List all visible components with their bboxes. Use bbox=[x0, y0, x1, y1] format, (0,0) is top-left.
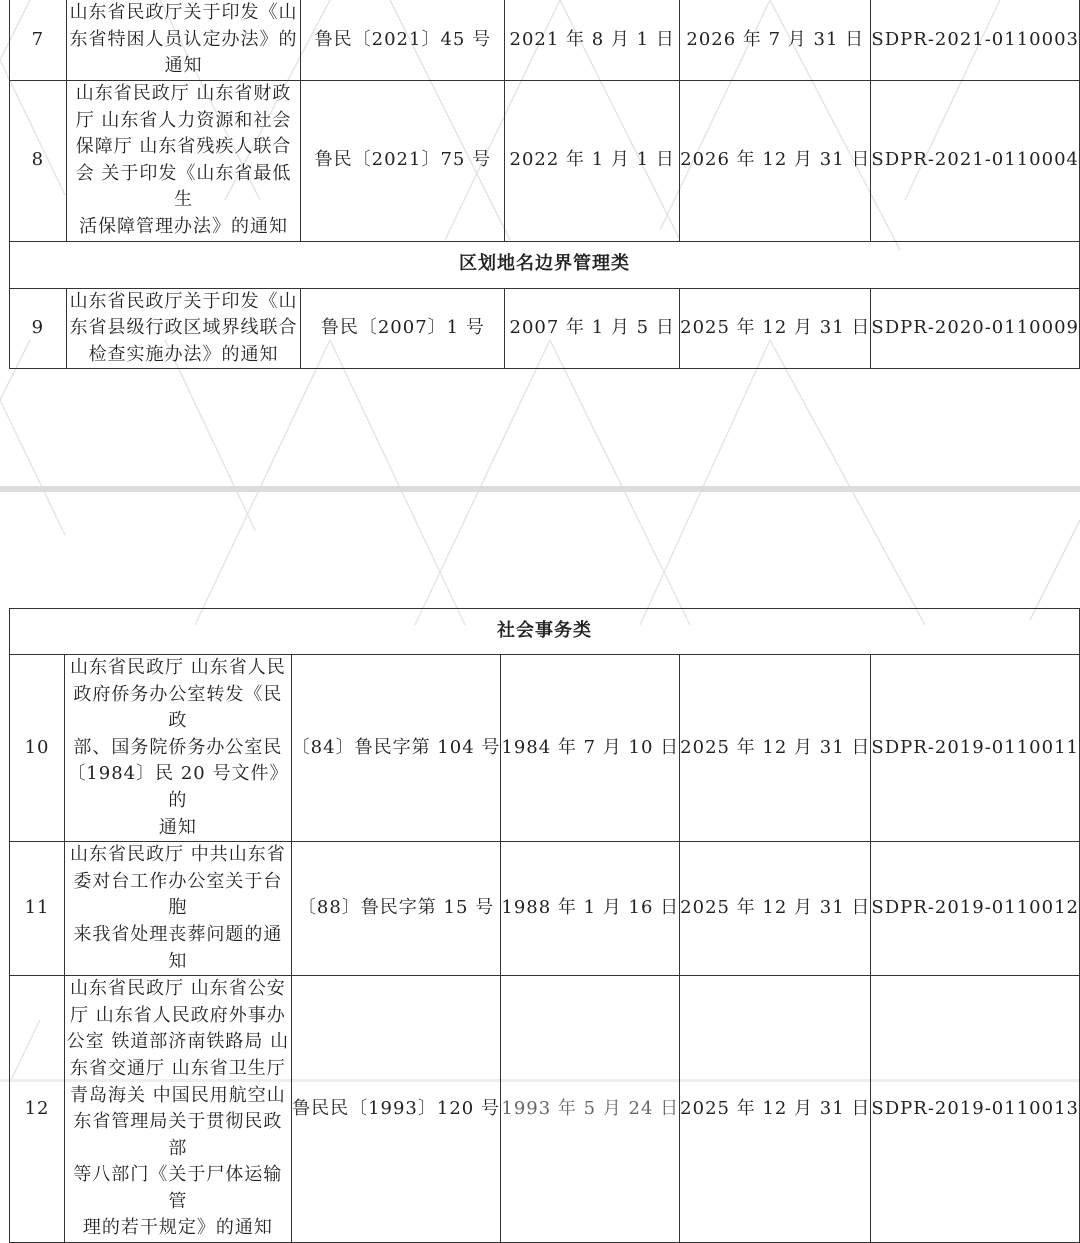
row-number: 7 bbox=[10, 0, 67, 81]
document-number: 鲁民〔2007〕1 号 bbox=[301, 288, 505, 369]
table-row bbox=[10, 842, 1080, 976]
registration-code: SDPR-2021-0110004 bbox=[871, 81, 1080, 242]
row-number: 11 bbox=[10, 842, 65, 976]
document-title: 山东省民政厅关于印发《山 东省特困人员认定办法》的 通知 bbox=[66, 0, 301, 81]
category-heading: 社会事务类 bbox=[10, 609, 1080, 655]
effective-date: 2022 年 1 月 1 日 bbox=[505, 81, 680, 242]
expiry-date: 2025 年 12 月 31 日 bbox=[680, 655, 871, 842]
table-row bbox=[10, 288, 1080, 369]
row-number: 8 bbox=[10, 81, 67, 242]
effective-date: 1984 年 7 月 10 日 bbox=[501, 655, 680, 842]
category-heading: 区划地名边界管理类 bbox=[10, 241, 1080, 288]
expiry-date: 2026 年 7 月 31 日 bbox=[680, 0, 871, 81]
row-number: 9 bbox=[10, 288, 67, 369]
table-row bbox=[10, 0, 1080, 81]
registration-code: SDPR-2019-0110011 bbox=[871, 655, 1080, 842]
registration-code: SDPR-2019-0110013 bbox=[871, 976, 1080, 1243]
category-row bbox=[10, 609, 1080, 655]
expiry-date: 2025 年 12 月 31 日 bbox=[680, 842, 871, 976]
document-title: 山东省民政厅 山东省公安 厅 山东省人民政府外事办 公室 铁道部济南铁路局 山 东省交通厅 山东省卫生厅 青岛海关 中国民用航空山 东省管理局关于贯彻民政部 等八部门《关于尸体运输管 理的若干规定》的通知 bbox=[65, 976, 292, 1243]
effective-date: 2007 年 1 月 5 日 bbox=[505, 288, 680, 369]
regulations-table-page-1 bbox=[9, 0, 1080, 369]
regulations-table-page-2 bbox=[9, 608, 1080, 1243]
document-number: 鲁民民〔1993〕120 号 bbox=[291, 976, 501, 1243]
category-row bbox=[10, 241, 1080, 288]
table-row bbox=[10, 655, 1080, 842]
document-title: 山东省民政厅 山东省财政 厅 山东省人力资源和社会 保障厅 山东省残疾人联合 会 关于印发《山东省最低生 活保障管理办法》的通知 bbox=[66, 81, 301, 242]
document-number: 鲁民〔2021〕75 号 bbox=[301, 81, 505, 242]
registration-code: SDPR-2019-0110012 bbox=[871, 842, 1080, 976]
effective-date: 1993 年 5 月 24 日 bbox=[501, 976, 680, 1243]
expiry-date: 2025 年 12 月 31 日 bbox=[680, 288, 871, 369]
row-number: 12 bbox=[10, 976, 65, 1243]
row-number: 10 bbox=[10, 655, 65, 842]
table-row bbox=[10, 976, 1080, 1243]
registration-code: SDPR-2021-0110003 bbox=[871, 0, 1080, 81]
effective-date: 2021 年 8 月 1 日 bbox=[505, 0, 680, 81]
effective-date: 1988 年 1 月 16 日 bbox=[501, 842, 680, 976]
document-title: 山东省民政厅关于印发《山 东省县级行政区域界线联合 检查实施办法》的通知 bbox=[66, 288, 301, 369]
document-number: 〔88〕鲁民字第 15 号 bbox=[291, 842, 501, 976]
expiry-date: 2026 年 12 月 31 日 bbox=[680, 81, 871, 242]
document-title: 山东省民政厅 山东省人民 政府侨务办公室转发《民政 部、国务院侨务办公室民 〔1984〕民 20 号文件》的 通知 bbox=[65, 655, 292, 842]
document-number: 〔84〕鲁民字第 104 号 bbox=[291, 655, 501, 842]
table-row bbox=[10, 81, 1080, 242]
document-title: 山东省民政厅 中共山东省 委对台工作办公室关于台胞 来我省处理丧葬问题的通知 bbox=[65, 842, 292, 976]
page-separator bbox=[0, 486, 1080, 492]
document-number: 鲁民〔2021〕45 号 bbox=[301, 0, 505, 81]
registration-code: SDPR-2020-0110009 bbox=[871, 288, 1080, 369]
expiry-date: 2025 年 12 月 31 日 bbox=[680, 976, 871, 1243]
